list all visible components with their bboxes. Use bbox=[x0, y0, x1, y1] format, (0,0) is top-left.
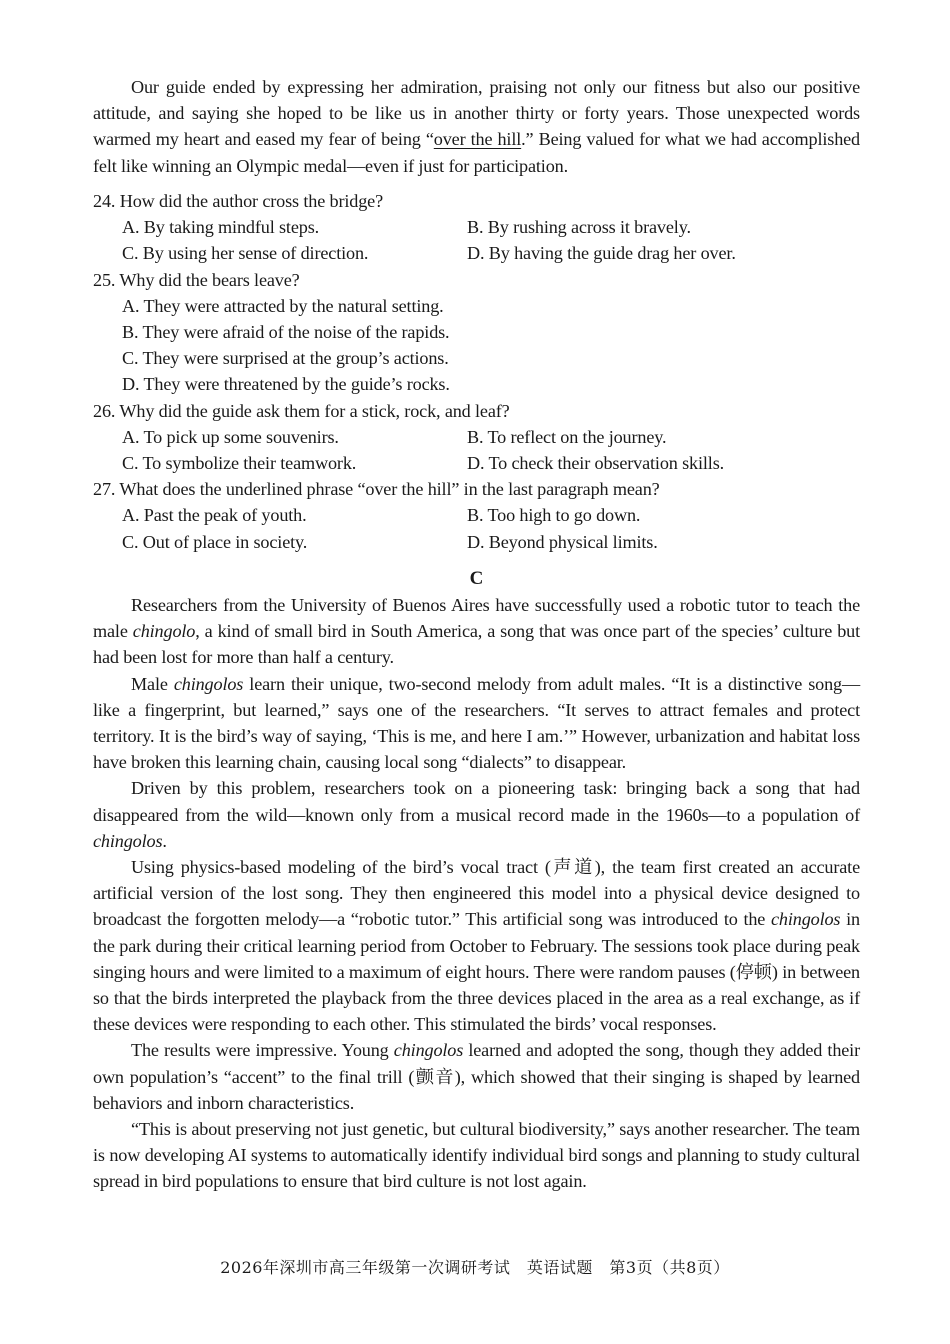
question-number: 27. bbox=[93, 479, 116, 500]
question-24 bbox=[93, 188, 860, 267]
paragraph-6: “This is about preserving not just genetic, but cultural biodiversity,” says another researcher. The team is now developing AI systems to automatically identify individual bird songs and planning to study cultural spread in bird populations to ensure that bird culture is not lost again. bbox=[93, 1119, 860, 1192]
paragraph-5: The results were impressive. Young chingolos learned and adopted the song, though they added their own population’s “accent” to the final trill (颤音), which showed that their singing is shaped by learned behaviors and inborn characteristics. bbox=[93, 1040, 860, 1113]
option-c[interactable]: C. By using her sense of direction. bbox=[122, 243, 369, 264]
option-d[interactable]: D. Beyond physical limits. bbox=[467, 531, 658, 552]
question-27 bbox=[93, 476, 860, 555]
passage-b-closing bbox=[93, 74, 860, 179]
option-a[interactable]: A. Past the peak of youth. bbox=[122, 505, 307, 526]
section-c-heading bbox=[93, 566, 860, 592]
option-d[interactable]: D. To check their observation skills. bbox=[467, 453, 725, 474]
question-number: 25. bbox=[93, 269, 116, 290]
section-label: C bbox=[469, 568, 484, 589]
question-stem: Why did the bears leave? bbox=[119, 269, 300, 290]
option-d[interactable]: D. They were threatened by the guide’s rocks. bbox=[122, 374, 450, 395]
question-number: 26. bbox=[93, 400, 116, 421]
option-b[interactable]: B. They were afraid of the noise of the rapids. bbox=[122, 322, 450, 343]
question-number: 24. bbox=[93, 191, 116, 211]
question-26 bbox=[93, 398, 860, 477]
option-c[interactable]: C. Out of place in society. bbox=[122, 531, 308, 552]
question-25 bbox=[93, 267, 860, 398]
paragraph-3: Driven by this problem, researchers took on a pioneering task: bringing back a song that had disappeared from the wild—known only from a musical record made in the 1960s—to a population of chingolos. bbox=[93, 778, 860, 851]
question-stem: What does the underlined phrase “over the hill” in the last paragraph mean? bbox=[119, 479, 660, 500]
option-c[interactable]: C. To symbolize their teamwork. bbox=[122, 453, 357, 474]
option-c[interactable]: C. They were surprised at the group’s actions. bbox=[122, 348, 449, 369]
passage-c bbox=[93, 592, 860, 1195]
paragraph-4: Using physics-based modeling of the bird’s vocal tract (声道), the team first created an accurate artificial version of the lost song. They then engineered this model into a physical device designed to broadcast the forgotten melody—a “robotic tutor.” This artificial song was introduced to the chingolos in the park during their critical learning period from October to February. The sessions took place during peak singing hours and were limited to a maximum of eight hours. There were random pauses (停顿) in between so that the birds interpreted the playback from the three devices placed in the area as a real exchange, as if these devices were responding to each other. This stimulated the birds’ vocal responses. bbox=[93, 857, 860, 1035]
option-a[interactable]: A. By taking mindful steps. bbox=[122, 217, 320, 238]
option-d[interactable]: D. By having the guide drag her over. bbox=[467, 243, 736, 264]
option-b[interactable]: B. By rushing across it bravely. bbox=[467, 217, 691, 238]
option-b[interactable]: B. Too high to go down. bbox=[467, 505, 641, 526]
question-stem: Why did the guide ask them for a stick, rock, and leaf? bbox=[119, 400, 510, 421]
option-b[interactable]: B. To reflect on the journey. bbox=[467, 426, 667, 447]
paragraph-1: Researchers from the University of Buenos Aires have successfully used a robotic tutor to teach the male chingolo, a kind of small bird in South America, a song that was once part of the species’ culture but had been lost for more than half a century. bbox=[93, 595, 860, 668]
option-a[interactable]: A. They were attracted by the natural setting. bbox=[122, 295, 444, 316]
paragraph: Our guide ended by expressing her admiration, praising not only our fitness but also our positive attitude, and saying she hoped to be like us in another thirty or forty years. Those unexpected words warmed my heart and eased my fear of being “over the hill.” Being valued for what we had accomplished felt like winning an Olympic medal—even if just for participation. bbox=[93, 77, 861, 176]
page-footer: 2026年深圳市高三年级第一次调研考试 英语试题 第3页（共8页） bbox=[220, 1258, 730, 1277]
question-stem: How did the author cross the bridge? bbox=[119, 191, 384, 211]
option-a[interactable]: A. To pick up some souvenirs. bbox=[122, 426, 339, 447]
paragraph-2: Male chingolos learn their unique, two-second melody from adult males. “It is a distinctive song—like a fingerprint, but learned,” says one of the researchers. “It serves to attract females and protect territory. It is the bird’s way of saying, ‘This is me, and here I am.’” However, urbanization and habitat loss have broken this learning chain, causing local song “dialects” to disappear. bbox=[93, 673, 861, 773]
questions-section bbox=[93, 188, 860, 555]
underlined-phrase: over the hill bbox=[433, 129, 522, 150]
